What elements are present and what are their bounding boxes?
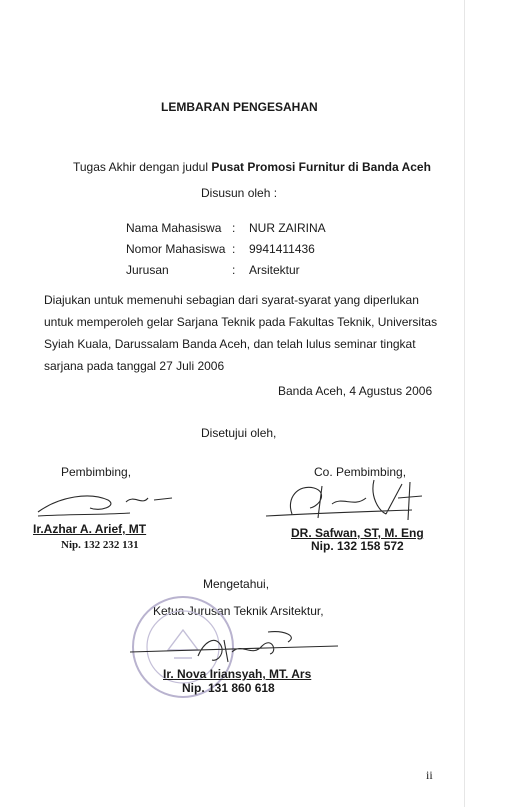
field-value-number: 9941411436 <box>249 242 315 256</box>
acknowledged-label: Mengetahui, <box>203 577 270 591</box>
field-value-name: NUR ZAIRINA <box>249 221 326 235</box>
approved-by: Disetujui oleh, <box>201 426 277 440</box>
place-date: Banda Aceh, 4 Agustus 2006 <box>278 384 433 398</box>
supervisor-signature <box>30 484 180 524</box>
thesis-subject <box>73 160 431 174</box>
co-supervisor-role: Co. Pembimbing, <box>314 465 407 479</box>
head-signature <box>128 622 348 670</box>
co-supervisor-name: DR. Safwan, ST, M. Eng <box>291 526 424 540</box>
field-label-name: Nama Mahasiswa <box>126 221 222 235</box>
head-name: Ir. Nova Iriansyah, MT. Ars <box>163 667 312 681</box>
supervisor-nip: Nip. 132 232 131 <box>61 539 139 551</box>
field-sep-name: : <box>232 221 236 235</box>
co-supervisor-nip: Nip. 132 158 572 <box>311 539 404 553</box>
page-title: LEMBARAN PENGESAHAN <box>161 100 318 114</box>
paragraph-line: sarjana pada tanggal 27 Juli 2006 <box>44 359 225 373</box>
field-label-department: Jurusan <box>126 263 169 277</box>
paragraph-line: untuk memperoleh gelar Sarjana Teknik pada Fakultas Teknik, Universitas <box>44 315 438 329</box>
supervisor-name: Ir.Azhar A. Arief, MT <box>33 522 147 536</box>
field-value-department: Arsitektur <box>249 263 300 277</box>
field-sep-number: : <box>232 242 236 256</box>
page-number: ii <box>426 768 433 782</box>
submission-paragraph <box>44 289 444 377</box>
page-edge-line <box>464 0 465 807</box>
field-sep-department: : <box>232 263 236 277</box>
paragraph-line: Syiah Kuala, Darussalam Banda Aceh, dan telah lulus seminar tingkat <box>44 337 416 351</box>
co-supervisor-signature <box>262 474 442 530</box>
field-label-number: Nomor Mahasiswa <box>126 242 226 256</box>
subject-prefix: Tugas Akhir dengan judul <box>73 160 212 174</box>
compiled-by: Disusun oleh : <box>201 186 278 200</box>
supervisor-role: Pembimbing, <box>61 465 132 479</box>
head-nip: Nip. 131 860 618 <box>182 681 275 695</box>
head-role: Ketua Jurusan Teknik Arsitektur, <box>153 604 324 618</box>
paragraph-line: Diajukan untuk memenuhi sebagian dari syarat-syarat yang diperlukan <box>44 293 419 307</box>
subject-title: Pusat Promosi Furnitur di Banda Aceh <box>211 160 431 174</box>
